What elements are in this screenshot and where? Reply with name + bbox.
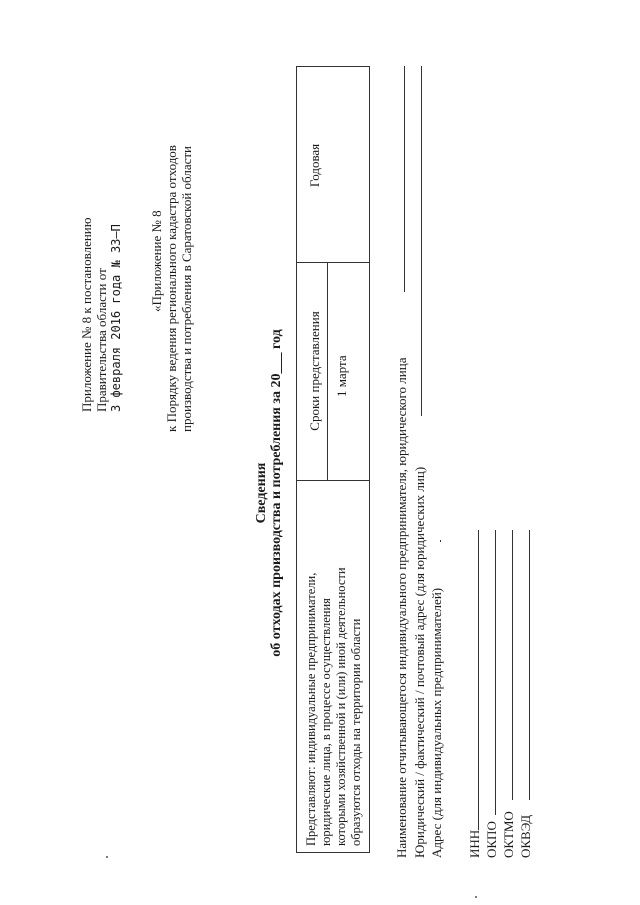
code-inn-label: ИНН (467, 829, 482, 858)
table-cell-frequency (307, 73, 322, 258)
table-divider-1 (296, 480, 370, 481)
submitters-line-2: юридические лица, в процессе осуществления (319, 598, 333, 846)
field-address (412, 467, 427, 858)
deadline-header: Сроки представления (307, 311, 322, 431)
field-address-ip-label: Адрес (для индивидуальных предпринимателей) (429, 587, 444, 858)
code-okved (518, 815, 533, 858)
table-cell-deadline-header (307, 266, 322, 476)
table-divider-2 (296, 262, 370, 263)
code-oktmo (501, 811, 516, 858)
code-okved-line[interactable] (529, 530, 530, 800)
field-name-label: Наименование отчитывающегося индивидуального предпринимателя, юридического лица (394, 357, 409, 858)
code-inn (467, 830, 482, 858)
code-okpo-label: ОКПО (484, 821, 499, 858)
submitters-line-3: которыми хозяйственной и (или) иной деятельности (334, 567, 348, 846)
annex-line-2: к Порядку ведения регионального кадастра отходов (164, 145, 179, 432)
scan-dot-1 (106, 856, 108, 858)
header-line-2: Правительства области от (94, 268, 109, 412)
code-oktmo-line[interactable] (512, 530, 513, 800)
header-date: 3 февраля 2016 года № 33–П (109, 224, 123, 412)
code-okved-label: ОКВЭД (518, 814, 533, 858)
submitters-line-4: образуются отходы на территории области (349, 618, 363, 846)
code-oktmo-label: ОКТМО (501, 811, 516, 858)
annex-line-3: производства и потребления в Саратовской области (179, 146, 194, 432)
title-line-1: Сведения (254, 462, 269, 524)
annex-line-1: «Приложение № 8 (149, 210, 164, 312)
title-line-2: об отходах производства и потребления за 20___ год (269, 329, 284, 657)
frequency-value: Годовая (307, 143, 322, 188)
annex-block (149, 145, 194, 432)
deadline-value: 1 марта (334, 355, 349, 397)
code-okpo-line[interactable] (495, 530, 496, 815)
field-address-ip (429, 588, 444, 858)
code-okpo (484, 821, 499, 858)
field-address-ip-line[interactable] (440, 540, 441, 542)
table-cell-deadline-value (334, 355, 349, 397)
table-cell-submitters (304, 567, 364, 846)
field-name-line[interactable] (404, 66, 405, 292)
code-inn-line[interactable] (478, 530, 479, 830)
field-address-line[interactable] (421, 66, 422, 416)
form-title (254, 278, 284, 708)
field-name (394, 358, 409, 858)
table-header-rule (327, 262, 328, 480)
scan-dot-2 (475, 896, 477, 898)
field-address-label: Юридический / фактический / почтовый адрес (для юридических лиц) (412, 466, 427, 858)
header-line-1: Приложение № 8 к постановлению (79, 217, 94, 412)
resolution-header (79, 218, 124, 412)
submitters-line-1: Представляют: индивидуальные предприниматели, (304, 572, 318, 846)
